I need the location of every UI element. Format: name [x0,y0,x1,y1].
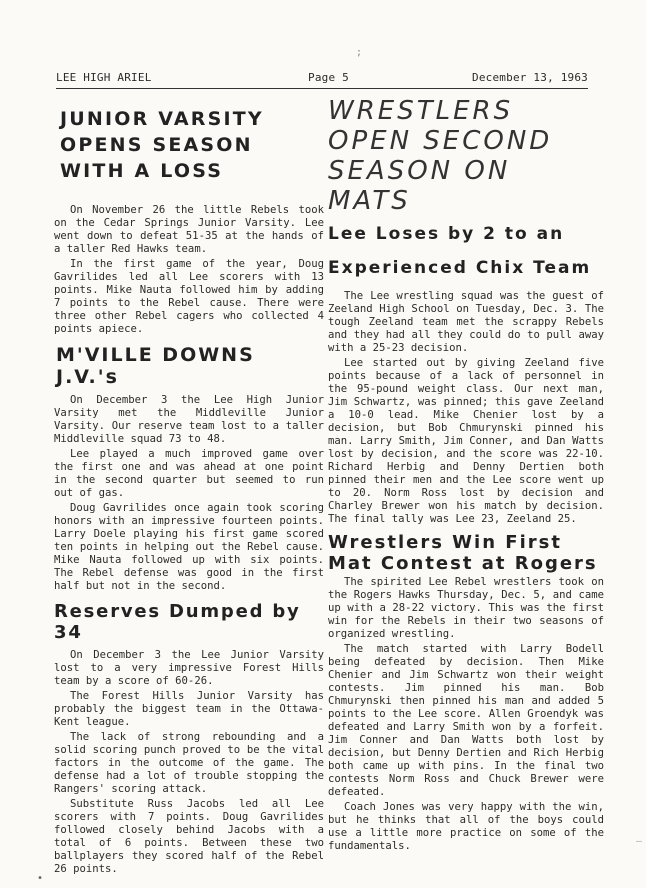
article-paragraph: The Lee wrestling squad was the guest of Zeeland High School on Tuesday, Dec. 3. The tough Zeeland team met the scrappy Rebels and they had all they could do to pull away with a 25-23 decision. [328,290,604,354]
article-paragraph: On December 3 the Lee Junior Varsity lost to a very impressive Forest Hills team by a score of 60-26. [54,649,324,687]
rogers-headline: Wrestlers Win First Mat Contest at Rogers [328,532,598,574]
article-paragraph: In the first game of the year, Doug Gavrilides led all Lee scorers with 13 points. Mike Nauta followed him by adding 7 points to the Rebel cause. There were three other Rebel cagers who collected 4 points apiece. [54,258,324,335]
jv-article [54,204,324,336]
mville-article [54,394,324,593]
mville-headline: M'VILLE DOWNS J.V.'s [56,344,255,388]
wrestlers-article [328,290,604,526]
reserves-headline: Reserves Dumped by 34 [54,601,301,643]
jv-headline: JUNIOR VARSITY OPENS SEASON WITH A LOSS [60,108,264,182]
article-paragraph: The spirited Lee Rebel wrestlers took on the Rogers Hawks Thursday, Dec. 5, and came up with a 28-22 victory. This was the first win for the Rebels in their two seasons of organized wrestling. [328,576,604,640]
stray-mark: ; [356,47,363,58]
rogers-article [328,576,604,853]
article-paragraph: Coach Jones was very happy with the win, but he thinks that all of the boys could use a little more practice on some of the fundamentals. [328,801,604,852]
article-paragraph: On November 26 the little Rebels took on the Cedar Springs Junior Varsity. Lee went down to defeat 51-35 at the hands of a taller Red Hawks team. [54,204,324,255]
wrestlers-headline: WRESTLERS OPEN SECOND SEASON ON MATS [328,96,553,216]
article-paragraph: The lack of strong rebounding and a solid scoring punch proved to be the vital factors in the outcome of the game. The defense had a lot of trouble stopping the Rangers' scoring attack. [54,731,324,795]
right-column [328,96,604,855]
publication-name: LEE HIGH ARIEL [56,71,152,84]
header-rule [56,88,588,89]
article-paragraph: Lee started out by giving Zeeland five points because of a lack of personnel in the 95-pound weight class. Our next man, Jim Schwartz, was pinned; this gave Zeeland a 10-0 lead. Mike Chenier lost by a decision, but Bob Chmurynski pinned his man. Larry Smith, Jim Conner, and Dan Watts lost by decision, and the score was 22-10. Richard Herbig and Denny Dertien both pinned their men and the Lee score went up to 20. Norm Ross lost by decision and Charley Brewer won his match by decision. The final tally was Lee 23, Zeeland 25. [328,357,604,525]
article-paragraph: Doug Gavrilides once again took scoring honors with an impressive fourteen points. Larry Doele playing his first game scored ten points in helping out the Rebel cause. Mike Nauta followed up with six points. The Rebel defense was good in the first half but not in the second. [54,502,324,592]
reserves-article [54,649,324,876]
page-number: Page 5 [308,71,349,84]
article-paragraph: Substitute Russ Jacobs led all Lee scorers with 7 points. Doug Gavrilides followed closely behind Jacobs with a total of 6 points. Between these two ballplayers they scored half of the Rebel 26 points. [54,798,324,875]
page-header [56,71,588,87]
article-paragraph: Lee played a much improved game over the first one and was ahead at one point in the second quarter but seemed to run out of gas. [54,448,324,499]
left-column [54,96,324,878]
issue-date: December 13, 1963 [472,71,588,84]
wrestlers-subheadline-1: Lee Loses by 2 to an [328,224,565,244]
corner-dot: • [37,873,44,884]
margin-mark: — [635,836,642,847]
wrestlers-subheadline-2: Experienced Chix Team [328,258,592,278]
article-paragraph: On December 3 the Lee High Junior Varsity met the Middleville Junior Varsity. Our reserve team lost to a taller Middleville squad 73 to 48. [54,394,324,445]
article-paragraph: The Forest Hills Junior Varsity has probably the biggest team in the Ottawa-Kent league. [54,690,324,728]
article-paragraph: The match started with Larry Bodell being defeated by decision. Then Mike Chenier and Jim Schwartz won their weight contests. Jim pinned his man. Bob Chmurynski then pinned his man and added 5 points to the Lee score. Allen Groendyk was defeated and Larry Smith won by a forfeit. Jim Conner and Dan Watts both lost by decision, but Denny Dertien and Rich Herbig both came up with pins. In the final two contests Norm Ross and Chuck Brewer were defeated. [328,643,604,798]
